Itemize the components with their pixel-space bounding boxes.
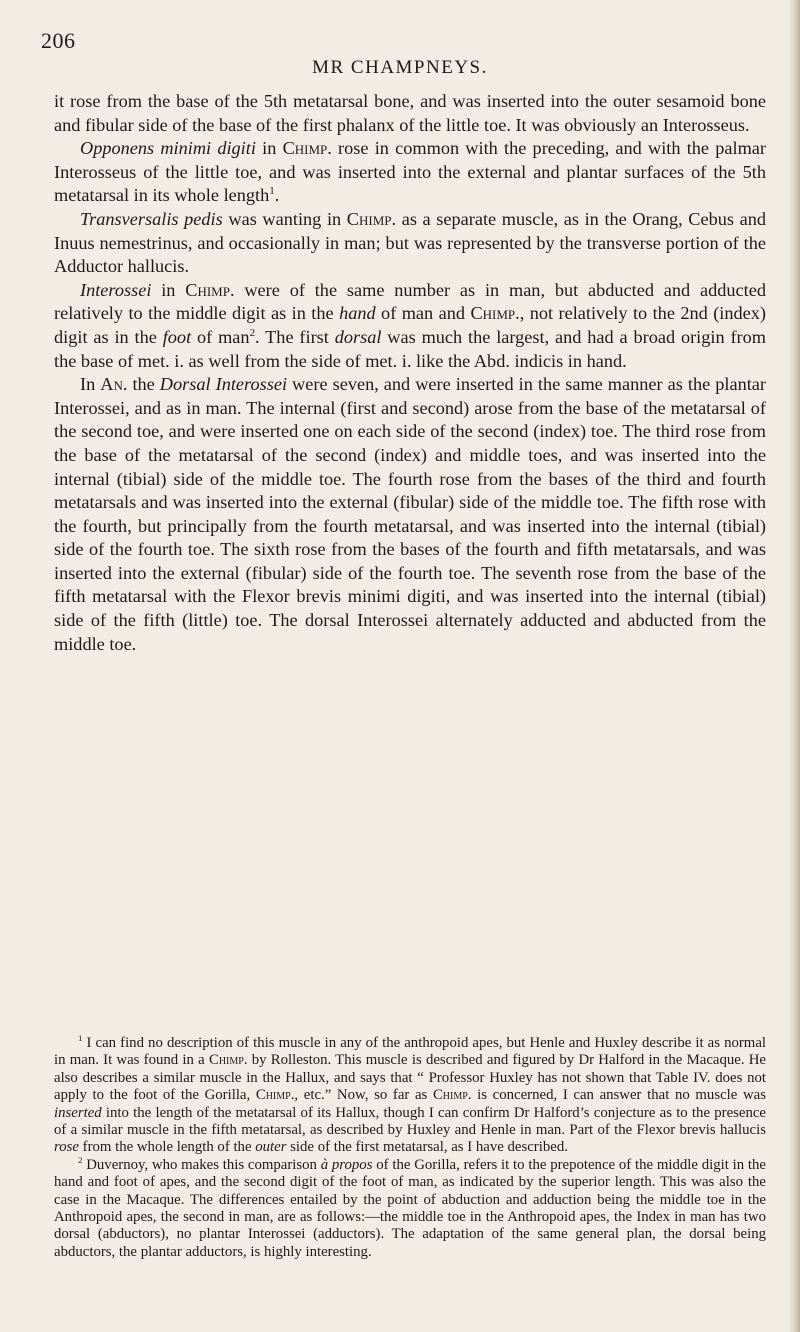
text-run: by Rolleston. This muscle is described and figured by Dr Halford in the Macaque. He also describes a similar muscle in the Hallux, and says that “ Professor Huxley has not shown that Table IV. does not apply to the foot of the Gorilla,	[54, 1052, 766, 1104]
paragraph	[54, 208, 766, 279]
italic-run: inserted	[54, 1104, 102, 1121]
text-run: from the whole length of the	[78, 1139, 256, 1156]
text-run: .	[274, 185, 280, 206]
italic-run: dorsal	[334, 326, 382, 347]
small-caps-run: An.	[100, 374, 128, 395]
paragraph	[54, 373, 766, 656]
text-run: I can find no description of this muscle in any of the anthropoid apes, but Henle and Huxley describe it as normal in man. It was found in a	[54, 1035, 766, 1069]
small-caps-run: Chimp.	[282, 138, 332, 159]
small-caps-run: Chimp.	[208, 1052, 248, 1069]
small-caps-run: Chimp.	[470, 303, 520, 324]
footnote-marker: 1	[78, 1033, 83, 1044]
text-run: were of the same number as in man, but abducted and adducted relatively to the middle digit as in the	[54, 279, 766, 324]
body-text	[54, 90, 766, 656]
footnote-marker: 2	[249, 326, 256, 339]
text-run: were seven, and were inserted in the same manner as the plantar Interossei, and as in man. The internal (first and second) arose from the base of the metatarsal of the second toe, and were inserted one on each side of the second (index) toe. The third rose from the base of the metatarsal of the second (index) and middle toes, and was inserted into the internal (tibial) side of the middle toe. The fourth rose from the bases of the third and fourth metatarsals and was inserted into the external (fibular) side of the middle toe. The fifth rose with the fourth, but principally from the fourth metatarsal, and was inserted into the internal (tibial) side of the fourth toe. The sixth rose from the bases of the fourth and fifth metatarsals, and was inserted into the external (fibular) side of the fourth toe. The seventh rose from the base of the fifth metatarsal with the Flexor brevis minimi digiti, and was inserted into the internal (tibial) side of the fifth (little) toe. The dorsal Interossei alternately adducted and abducted from the middle toe.	[54, 374, 766, 654]
text-run: of man and	[375, 303, 471, 324]
footnotes	[54, 1035, 766, 1261]
text-run: of the Gorilla, refers it to the prepotence of the middle digit in the hand and foot of apes, and the second digit of the foot of man, as indicated by the superior length. This was also the case in the Macaque. The differences entailed by the point of abduction and adduction being the middle toe in the Anthropoid apes, the second in man, are as follows:—the middle toe in the Anthropoid apes, the Index in man has two dorsal (abductors), no plantar Interossei (adductors). The adaptation of the same general plan, the dorsal being abductors, the plantar adductors, is highly interesting.	[54, 1156, 766, 1260]
text-run: of man	[191, 326, 250, 347]
text-run: into the length of the metatarsal of its Hallux, though I can confirm Dr Halford’s conjecture as to the presence of a similar muscle in the fifth metatarsal, as described by Huxley and Henle in man. Part of the Flexor brevis hallucis	[54, 1104, 766, 1139]
page-number: 206	[41, 28, 76, 53]
text-run: Duvernoy, who makes this comparison	[82, 1156, 321, 1173]
text-run: in	[151, 279, 186, 300]
text-run: rose in common with the preceding, and with the palmar Interosseus of the little toe, and was inserted into the external and plantar surfaces of the 5th metatarsal in its whole length	[54, 138, 766, 206]
italic-run: Transversalis pedis	[80, 208, 223, 229]
page-edge-shadow	[788, 0, 800, 1332]
paragraph	[54, 137, 766, 208]
text-run: in	[255, 138, 283, 159]
paragraph	[54, 279, 766, 373]
text-run: the	[127, 374, 160, 395]
text-run: was much the largest, and had a broad origin from the base of met. i. as well from the side of met. i. like the Abd. indicis in hand.	[54, 326, 766, 371]
italic-run: outer	[255, 1139, 287, 1156]
text-run: , etc.” Now, so far as	[294, 1087, 433, 1104]
text-run: was wanting in	[222, 208, 347, 229]
footnote	[54, 1035, 766, 1157]
italic-run: Dorsal Interossei	[159, 374, 288, 395]
italic-run: Opponens minimi digiti	[80, 138, 256, 159]
italic-run: rose	[54, 1139, 79, 1156]
italic-run: à propos	[320, 1156, 373, 1173]
italic-run: hand	[339, 303, 376, 324]
text-run: . The first	[255, 326, 335, 347]
italic-run: Interossei	[80, 279, 152, 300]
small-caps-run: Chimp.	[185, 279, 235, 300]
text-run: it rose from the base of the 5th metatarsal bone, and was inserted into the outer sesamoid bone and fibular side of the base of the first phalanx of the little toe. It was obviously an Interosseus.	[54, 91, 766, 135]
text-run: as a separate muscle, as in the Orang, Cebus and Inuus nemestrinus, and occasionally in man; but was represented by the transverse portion of the Adductor hallucis.	[54, 208, 767, 277]
text-run: is concerned, I can answer that no muscle was	[471, 1087, 766, 1104]
footnote-marker: 2	[78, 1154, 83, 1165]
small-caps-run: Chimp.	[346, 208, 397, 229]
text-run: side of the first metatarsal, as I have described.	[286, 1139, 568, 1156]
footnote-marker: 1	[269, 185, 275, 198]
footnote	[54, 1154, 766, 1261]
text-run: , not relatively to the 2nd (index) digit as in the	[54, 303, 766, 347]
small-caps-run: Chimp.	[255, 1087, 295, 1104]
paragraph	[54, 90, 766, 137]
text-run: In	[80, 374, 101, 395]
running-head: MR CHAMPNEYS.	[312, 57, 488, 78]
italic-run: foot	[162, 326, 192, 347]
small-caps-run: Chimp.	[432, 1087, 472, 1104]
